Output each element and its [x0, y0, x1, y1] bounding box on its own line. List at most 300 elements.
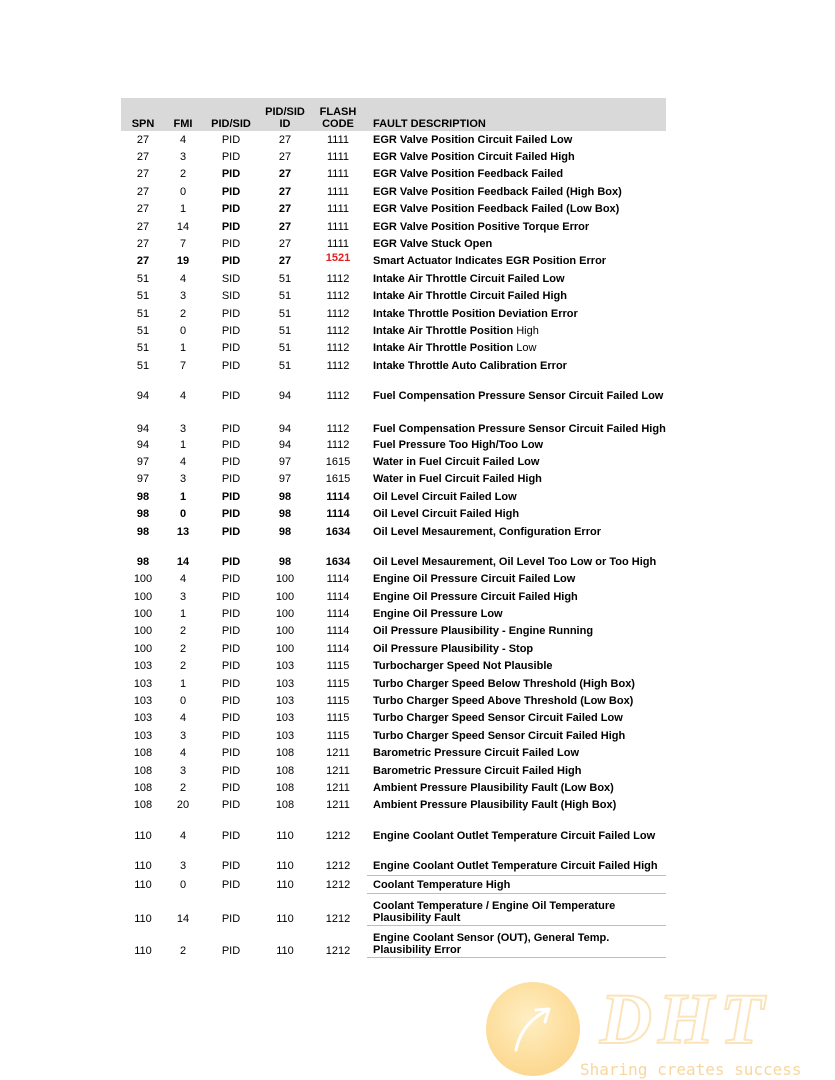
flash-code-cell: 1115 [326, 660, 350, 673]
fault-description-text: Turbo Charger Speed Sensor Circuit Failed Low [373, 712, 623, 725]
pid-sid-cell: PID [221, 642, 241, 655]
pid-sid-cell: PID [221, 625, 241, 638]
fault-description-cell [367, 926, 666, 958]
flash-code-cell: 1212 [325, 860, 351, 873]
fault-description-text: Intake Air Throttle Circuit Failed High [373, 290, 567, 303]
spn-cell: 51 [136, 342, 150, 355]
fault-description-text: Turbocharger Speed Not Plausible [373, 660, 553, 673]
flash-code-cell: 1115 [326, 712, 350, 725]
fmi-cell: 3 [179, 473, 187, 486]
fault-description-cell [367, 387, 666, 404]
fmi-cell: 7 [179, 238, 187, 251]
fmi-cell: 4 [179, 272, 187, 285]
spn-cell: 94 [136, 438, 150, 451]
fault-description-text: Engine Coolant Outlet Temperature Circuit Failed Low [373, 829, 656, 842]
pid-sid-cell: PID [221, 912, 241, 925]
pid-sid-id-cell: 98 [278, 508, 292, 521]
table-row [121, 322, 666, 339]
flash-code-cell: 1212 [325, 944, 351, 957]
fault-description-text: EGR Valve Position Circuit Failed High [373, 151, 575, 164]
fault-description-cell [367, 405, 666, 436]
flash-code-cell: 1114 [326, 642, 350, 655]
fault-description-text: Smart Actuator Indicates EGR Position Error [373, 255, 607, 268]
fault-description-cell [367, 357, 666, 374]
pid-sid-cell: PID [221, 359, 241, 372]
watermark-slogan: Sharing creates success [580, 1060, 802, 1079]
pid-sid-id-cell: 103 [275, 677, 295, 690]
fault-description-cell [367, 658, 666, 675]
fault-description-text: Ambient Pressure Plausibility Fault (High Box) [373, 799, 617, 812]
pid-sid-id-cell: 110 [276, 878, 294, 891]
fault-description-cell [367, 894, 666, 926]
watermark-logo-text: DHT [600, 979, 770, 1059]
pid-sid-cell: PID [221, 590, 241, 603]
table-row [121, 571, 666, 588]
pid-sid-cell: PID [221, 324, 241, 337]
fault-description-text: EGR Valve Position Feedback Failed [373, 168, 564, 181]
fault-description-text: Oil Level Mesaurement, Oil Level Too Low or Too High [373, 555, 657, 568]
pid-sid-id-cell: 97 [278, 455, 292, 468]
spn-cell: 27 [136, 151, 150, 164]
fault-description-text: Coolant Temperature High [373, 878, 511, 891]
table-row [121, 183, 666, 200]
pid-sid-id-cell: 110 [276, 829, 294, 842]
flash-code-cell: 1114 [326, 573, 350, 586]
pid-sid-id-cell: 100 [275, 642, 295, 655]
pid-sid-id-cell: 103 [275, 712, 295, 725]
pid-sid-cell: PID [221, 677, 241, 690]
spn-cell: 108 [133, 781, 153, 794]
fault-description-cell [367, 779, 666, 796]
fault-description-cell [367, 505, 666, 522]
pid-sid-id-cell: 98 [278, 490, 292, 503]
pid-sid-cell: SID [221, 272, 241, 285]
spn-cell: 51 [136, 307, 150, 320]
spn-cell: 27 [136, 203, 150, 216]
fault-description-text: Turbo Charger Speed Above Threshold (Low Box) [373, 695, 634, 708]
table-row [121, 288, 666, 305]
table-row [121, 623, 666, 640]
fault-description-text: Turbo Charger Speed Below Threshold (High Box) [373, 677, 635, 690]
fmi-cell: 0 [179, 185, 187, 198]
table-row [121, 436, 666, 453]
pid-sid-cell: PID [221, 764, 241, 777]
table-row [121, 505, 666, 522]
flash-code-cell: 1211 [326, 764, 350, 777]
row-spacer [121, 374, 666, 387]
pid-sid-id-cell: 51 [278, 359, 292, 372]
flash-code-cell: 1112 [326, 307, 350, 320]
fmi-cell: 3 [179, 151, 187, 164]
spn-cell: 100 [133, 590, 153, 603]
pid-sid-cell: PID [221, 185, 241, 198]
fmi-cell: 2 [179, 307, 187, 320]
pid-sid-cell: PID [221, 525, 241, 538]
pid-sid-id-cell: 100 [275, 573, 295, 586]
header-pid-sid-id-line1: PID/SID [265, 106, 305, 118]
fmi-cell: 4 [179, 133, 187, 146]
spn-cell: 103 [133, 660, 153, 673]
table-row [121, 894, 666, 926]
fmi-cell: 2 [179, 660, 187, 673]
pid-sid-cell: PID [221, 573, 241, 586]
pid-sid-id-cell: 27 [278, 168, 292, 181]
table-row [121, 357, 666, 374]
fault-code-table [121, 98, 666, 958]
flash-code-cell: 1112 [326, 290, 350, 303]
flash-code-cell: 1114 [326, 625, 350, 638]
fault-description-cell [367, 523, 666, 540]
pid-sid-cell: PID [221, 555, 241, 568]
fault-description-text: Fuel Pressure Too High/Too Low [373, 438, 544, 451]
flash-code-cell: 1112 [326, 342, 350, 355]
flash-code-cell: 1212 [325, 878, 351, 891]
fault-description-text: Engine Oil Pressure Low [373, 608, 503, 621]
fault-description-text: Oil Pressure Plausibility - Stop [373, 642, 534, 655]
fault-description-cell [367, 218, 666, 235]
flash-code-cell: 1112 [326, 438, 350, 451]
pid-sid-cell: PID [221, 944, 241, 957]
table-row [121, 253, 666, 270]
spn-cell: 108 [133, 799, 153, 812]
fmi-cell: 0 [179, 878, 187, 891]
header-flash-code [309, 98, 367, 131]
fmi-cell: 20 [176, 799, 190, 812]
pid-sid-id-cell: 51 [278, 342, 292, 355]
fault-description-text: Oil Pressure Plausibility - Engine Running [373, 625, 594, 638]
pid-sid-cell: PID [221, 712, 241, 725]
fault-description-text: Engine Coolant Sensor (OUT), General Temp. Plausibility Error [373, 932, 610, 957]
table-row [121, 405, 666, 436]
pid-sid-id-cell: 110 [276, 860, 294, 873]
fault-description-cell [367, 605, 666, 622]
fault-description-text: Oil Level Mesaurement, Configuration Error [373, 525, 601, 538]
flash-code-cell: 1111 [326, 168, 350, 181]
spn-cell: 100 [133, 608, 153, 621]
fmi-cell: 2 [179, 625, 187, 638]
pid-sid-cell: PID [221, 220, 241, 233]
pid-sid-cell: PID [221, 455, 241, 468]
table-row [121, 658, 666, 675]
fault-description-text: Coolant Temperature / Engine Oil Temperature Plausibility Fault [373, 900, 616, 925]
pid-sid-cell: PID [221, 238, 241, 251]
flash-code-cell: 1111 [326, 151, 350, 164]
table-row [121, 605, 666, 622]
flash-code-cell: 1211 [326, 747, 350, 760]
fault-description-suffix: High [513, 324, 539, 337]
pid-sid-id-cell: 27 [278, 255, 292, 268]
fault-description-cell [367, 201, 666, 218]
spn-cell: 97 [136, 455, 150, 468]
spn-cell: 94 [136, 422, 150, 435]
fmi-cell: 14 [176, 220, 190, 233]
fmi-cell: 3 [179, 729, 187, 742]
header-pid-sid-id-line2: ID [279, 118, 291, 130]
header-pid-sid-id [261, 98, 309, 131]
spn-cell: 98 [136, 525, 150, 538]
pid-sid-id-cell: 27 [278, 185, 292, 198]
pid-sid-id-cell: 27 [278, 203, 292, 216]
table-body [121, 131, 666, 958]
flash-code-cell: 1111 [326, 185, 350, 198]
flash-code-cell: 1115 [326, 729, 350, 742]
spn-cell: 100 [133, 573, 153, 586]
pid-sid-cell: PID [221, 342, 241, 355]
fmi-cell: 13 [176, 525, 190, 538]
table-row [121, 166, 666, 183]
flash-code-cell: 1114 [326, 608, 350, 621]
fault-description-text: EGR Valve Position Circuit Failed Low [373, 133, 573, 146]
fault-description-cell [367, 588, 666, 605]
flash-code-cell: 1114 [326, 490, 350, 503]
spn-cell: 27 [136, 133, 150, 146]
fmi-cell: 3 [179, 290, 187, 303]
fmi-cell: 2 [179, 781, 187, 794]
table-row [121, 340, 666, 357]
fault-description-cell [367, 183, 666, 200]
fault-description-cell [367, 131, 666, 148]
fmi-cell: 0 [179, 695, 187, 708]
fault-description-cell [367, 875, 666, 893]
fault-description-text: Barometric Pressure Circuit Failed Low [373, 747, 580, 760]
fmi-cell: 4 [179, 747, 187, 760]
pid-sid-id-cell: 51 [278, 272, 292, 285]
fmi-cell: 1 [179, 608, 187, 621]
spn-cell: 51 [136, 324, 150, 337]
pid-sid-cell: PID [221, 422, 241, 435]
fmi-cell: 4 [179, 712, 187, 725]
spn-cell: 27 [136, 185, 150, 198]
fault-description-text: Ambient Pressure Plausibility Fault (Low Box) [373, 781, 614, 794]
pid-sid-cell: PID [221, 490, 241, 503]
flash-code-cell: 1112 [326, 359, 350, 372]
pid-sid-cell: PID [221, 473, 241, 486]
flash-code-cell: 1111 [326, 203, 350, 216]
pid-sid-id-cell: 100 [275, 590, 295, 603]
fault-description-text: Engine Oil Pressure Circuit Failed Low [373, 573, 576, 586]
fault-description-cell [367, 235, 666, 252]
pid-sid-cell: PID [221, 781, 241, 794]
row-spacer [121, 814, 666, 827]
pid-sid-id-cell: 108 [275, 764, 295, 777]
table-row [121, 727, 666, 744]
fault-description-text: EGR Valve Position Positive Torque Error [373, 220, 590, 233]
pid-sid-id-cell: 94 [278, 422, 292, 435]
pid-sid-cell: PID [221, 695, 241, 708]
pid-sid-cell: PID [221, 168, 241, 181]
fault-description-text: EGR Valve Position Feedback Failed (High Box) [373, 185, 622, 198]
fmi-cell: 3 [179, 860, 187, 873]
fault-description-cell [367, 288, 666, 305]
table-row [121, 131, 666, 148]
table-row [121, 270, 666, 287]
table-row [121, 471, 666, 488]
table-row [121, 710, 666, 727]
pid-sid-id-cell: 100 [275, 625, 295, 638]
fault-code-table-container [121, 98, 666, 958]
fault-description-cell [367, 340, 666, 357]
spn-cell: 108 [133, 764, 153, 777]
fault-description-cell [367, 148, 666, 165]
table-row [121, 745, 666, 762]
fmi-cell: 4 [179, 829, 187, 842]
fault-description-text: EGR Valve Position Feedback Failed (Low Box) [373, 203, 620, 216]
header-pid-sid: PID/SID [201, 98, 261, 131]
pid-sid-id-cell: 103 [275, 729, 295, 742]
dht-watermark [486, 978, 835, 1080]
fmi-cell: 4 [179, 455, 187, 468]
table-row [121, 857, 666, 875]
pid-sid-id-cell: 27 [278, 151, 292, 164]
spn-cell: 100 [133, 642, 153, 655]
flash-code-cell: 1114 [326, 508, 350, 521]
table-row [121, 588, 666, 605]
flash-code-cell: 1115 [326, 677, 350, 690]
fmi-cell: 2 [179, 168, 187, 181]
fault-description-cell [367, 322, 666, 339]
table-row [121, 218, 666, 235]
flash-code-cell: 1112 [326, 324, 350, 337]
table-row [121, 523, 666, 540]
fmi-cell: 0 [179, 324, 187, 337]
header-spn: SPN [121, 98, 165, 131]
fault-description-cell [367, 675, 666, 692]
fmi-cell: 4 [179, 573, 187, 586]
flash-code-cell: 1212 [325, 829, 351, 842]
pid-sid-cell: PID [221, 660, 241, 673]
spn-cell: 110 [134, 944, 152, 957]
pid-sid-id-cell: 103 [275, 695, 295, 708]
fault-description-text: Intake Air Throttle Position [373, 342, 514, 355]
table-row [121, 453, 666, 470]
flash-code-cell: 1112 [326, 422, 350, 435]
table-row [121, 675, 666, 692]
fmi-cell: 14 [176, 912, 190, 925]
table-row [121, 387, 666, 404]
pid-sid-cell: SID [221, 290, 241, 303]
pid-sid-cell: PID [221, 878, 241, 891]
fmi-cell: 3 [179, 590, 187, 603]
fault-description-cell [367, 571, 666, 588]
pid-sid-cell: PID [221, 390, 241, 403]
spn-cell: 103 [133, 712, 153, 725]
fault-description-cell [367, 640, 666, 657]
table-row [121, 797, 666, 814]
fault-description-cell [367, 692, 666, 709]
spn-cell: 110 [134, 878, 152, 891]
spn-cell: 98 [136, 555, 150, 568]
fault-description-text: Intake Air Throttle Circuit Failed Low [373, 272, 565, 285]
pid-sid-id-cell: 110 [276, 944, 294, 957]
fmi-cell: 7 [179, 359, 187, 372]
fmi-cell: 4 [179, 390, 187, 403]
row-spacer [121, 844, 666, 857]
fault-description-text: Fuel Compensation Pressure Sensor Circuit Failed High [373, 422, 666, 435]
fault-description-cell [367, 453, 666, 470]
flash-code-cell: 1112 [326, 272, 350, 285]
fault-description-cell [367, 166, 666, 183]
pid-sid-id-cell: 97 [278, 473, 292, 486]
spn-cell: 94 [136, 390, 150, 403]
pid-sid-cell: PID [221, 608, 241, 621]
spn-cell: 110 [134, 860, 152, 873]
pid-sid-id-cell: 98 [278, 555, 292, 568]
fault-description-text: Intake Throttle Auto Calibration Error [373, 359, 567, 372]
table-row [121, 875, 666, 893]
table-row [121, 148, 666, 165]
pid-sid-cell: PID [221, 860, 241, 873]
pid-sid-id-cell: 51 [278, 324, 292, 337]
table-row [121, 926, 666, 958]
fault-description-text: Engine Oil Pressure Circuit Failed High [373, 590, 578, 603]
spn-cell: 27 [136, 168, 150, 181]
fault-description-cell [367, 710, 666, 727]
fault-description-cell [367, 471, 666, 488]
fault-description-text: Engine Coolant Outlet Temperature Circuit Failed High [373, 860, 658, 873]
pid-sid-cell: PID [221, 203, 241, 216]
fault-description-text: Intake Throttle Position Deviation Error [373, 307, 578, 320]
spn-cell: 103 [133, 695, 153, 708]
table-row [121, 762, 666, 779]
pid-sid-id-cell: 103 [275, 660, 295, 673]
pid-sid-cell: PID [221, 747, 241, 760]
fault-description-cell [367, 827, 666, 844]
spn-cell: 103 [133, 677, 153, 690]
pid-sid-id-cell: 98 [278, 525, 292, 538]
table-row [121, 779, 666, 796]
table-row [121, 692, 666, 709]
pid-sid-cell: PID [221, 255, 241, 268]
table-row [121, 553, 666, 570]
flash-code-cell: 1211 [326, 799, 350, 812]
flash-code-cell: 1212 [325, 912, 351, 925]
table-header-row [121, 98, 666, 131]
flash-code-cell: 1111 [326, 133, 350, 146]
spn-cell: 98 [136, 508, 150, 521]
fmi-cell: 14 [176, 555, 190, 568]
fault-description-text: Barometric Pressure Circuit Failed High [373, 764, 582, 777]
pid-sid-id-cell: 51 [278, 307, 292, 320]
pid-sid-cell: PID [221, 799, 241, 812]
fmi-cell: 1 [179, 203, 187, 216]
fault-description-text: Water in Fuel Circuit Failed High [373, 473, 542, 486]
fmi-cell: 0 [179, 508, 187, 521]
spn-cell: 103 [133, 729, 153, 742]
fault-description-cell [367, 745, 666, 762]
spn-cell: 110 [134, 829, 152, 842]
fmi-cell: 2 [179, 642, 187, 655]
spn-cell: 27 [136, 238, 150, 251]
pid-sid-cell: PID [221, 438, 241, 451]
spn-cell: 97 [136, 473, 150, 486]
flash-code-cell: 1211 [326, 781, 350, 794]
spn-cell: 27 [136, 255, 150, 268]
spn-cell: 27 [136, 220, 150, 233]
pid-sid-cell: PID [221, 307, 241, 320]
fault-description-text: Water in Fuel Circuit Failed Low [373, 455, 540, 468]
pid-sid-cell: PID [221, 508, 241, 521]
spn-cell: 110 [134, 912, 152, 925]
pid-sid-id-cell: 94 [278, 390, 292, 403]
pid-sid-cell: PID [221, 133, 241, 146]
pid-sid-id-cell: 108 [275, 799, 295, 812]
spn-cell: 51 [136, 359, 150, 372]
fault-description-cell [367, 436, 666, 453]
fault-description-cell [367, 553, 666, 570]
flash-code-highlight: 1521 [325, 252, 351, 265]
fmi-cell: 1 [179, 342, 187, 355]
pid-sid-id-cell: 108 [275, 747, 295, 760]
